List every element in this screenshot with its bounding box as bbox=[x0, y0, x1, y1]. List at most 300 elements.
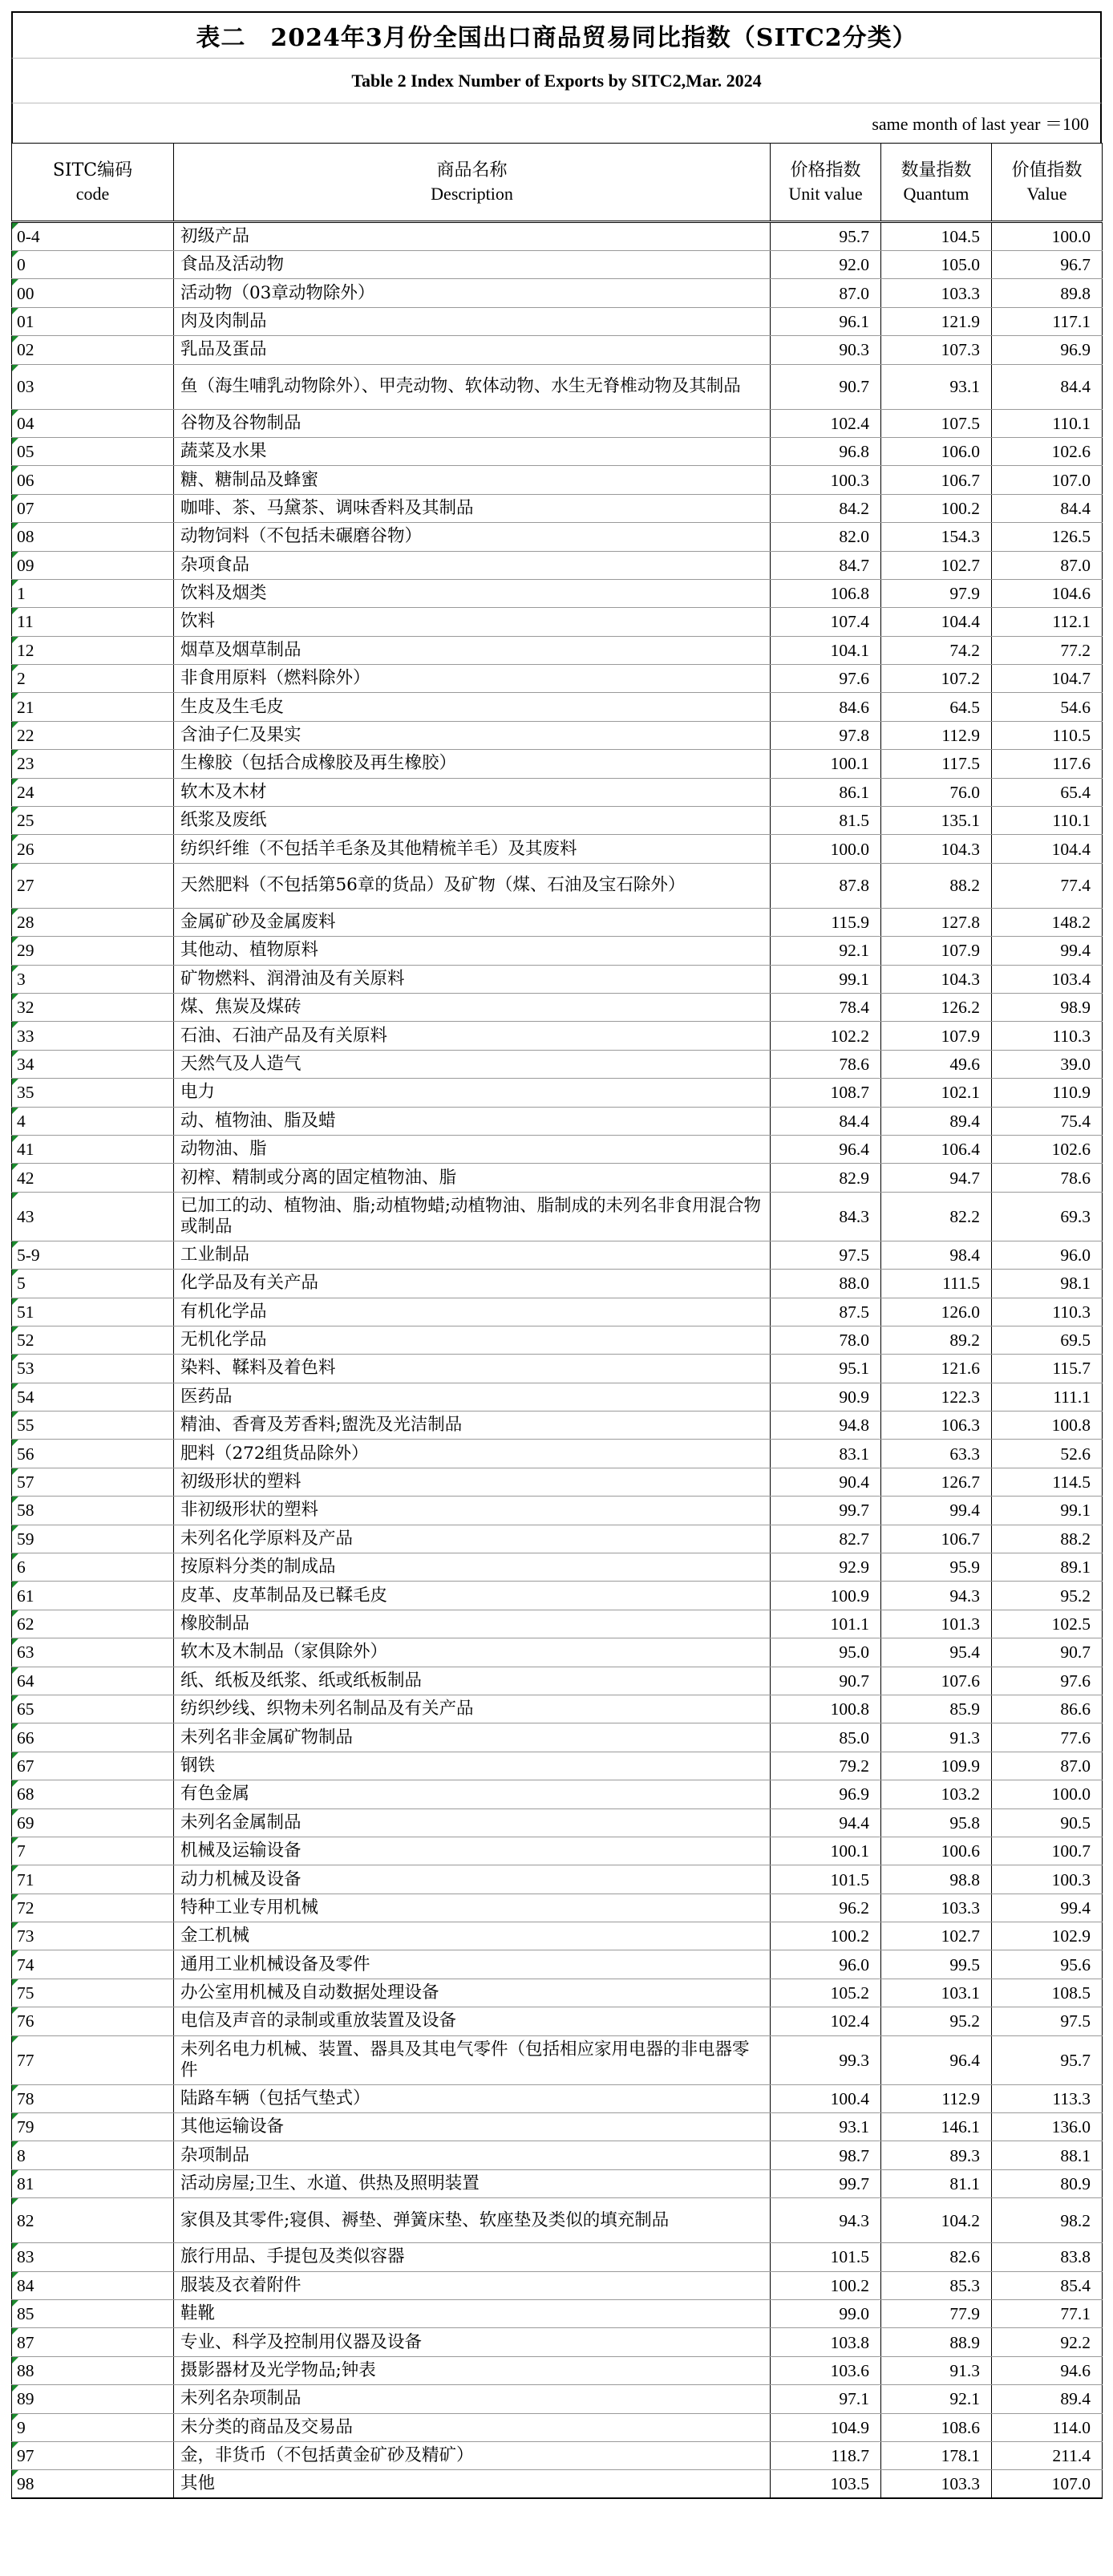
row-quantum: 106.7 bbox=[881, 1525, 992, 1553]
row-value: 54.6 bbox=[992, 693, 1103, 721]
table-row bbox=[12, 1355, 1103, 1383]
row-description: 杂项制品 bbox=[174, 2141, 771, 2169]
row-description: 特种工业专用机械 bbox=[174, 1894, 771, 1922]
table-row bbox=[12, 2141, 1103, 2169]
row-quantum: 178.1 bbox=[881, 2441, 992, 2469]
row-value: 77.2 bbox=[992, 636, 1103, 664]
row-unit-value: 95.1 bbox=[771, 1355, 881, 1383]
row-code: 72 bbox=[12, 1894, 174, 1922]
row-quantum: 126.0 bbox=[881, 1298, 992, 1326]
row-description: 其他动、植物原料 bbox=[174, 937, 771, 965]
table-row bbox=[12, 2356, 1103, 2384]
row-description: 旅行用品、手提包及类似容器 bbox=[174, 2243, 771, 2271]
row-description: 初级产品 bbox=[174, 222, 771, 251]
row-code: 24 bbox=[12, 778, 174, 806]
table-row bbox=[12, 466, 1103, 494]
row-code: 5-9 bbox=[12, 1241, 174, 1269]
row-description: 谷物及谷物制品 bbox=[174, 409, 771, 437]
row-unit-value: 78.6 bbox=[771, 1050, 881, 1078]
row-quantum: 103.1 bbox=[881, 1979, 992, 2007]
header-unit-cn: 价格指数 bbox=[790, 160, 861, 180]
row-code: 61 bbox=[12, 1582, 174, 1610]
row-quantum: 49.6 bbox=[881, 1050, 992, 1078]
row-quantum: 109.9 bbox=[881, 1752, 992, 1780]
row-description: 生皮及生毛皮 bbox=[174, 693, 771, 721]
header-val-cn: 价值指数 bbox=[1011, 160, 1083, 180]
row-description: 钢铁 bbox=[174, 1752, 771, 1780]
table-row bbox=[12, 1582, 1103, 1610]
row-unit-value: 79.2 bbox=[771, 1752, 881, 1780]
row-quantum: 97.9 bbox=[881, 579, 992, 607]
row-code: 34 bbox=[12, 1050, 174, 1078]
row-quantum: 89.3 bbox=[881, 2141, 992, 2169]
table-row bbox=[12, 1610, 1103, 1638]
row-value: 87.0 bbox=[992, 1752, 1103, 1780]
row-value: 104.4 bbox=[992, 835, 1103, 863]
table-row bbox=[12, 1638, 1103, 1667]
table-row bbox=[12, 608, 1103, 636]
header-desc-cn: 商品名称 bbox=[436, 160, 508, 180]
row-description: 肉及肉制品 bbox=[174, 307, 771, 335]
row-code: 11 bbox=[12, 608, 174, 636]
header-unit-value bbox=[771, 144, 881, 222]
row-value: 110.5 bbox=[992, 721, 1103, 749]
row-code: 03 bbox=[12, 364, 174, 409]
row-description: 煤、焦炭及煤砖 bbox=[174, 993, 771, 1021]
row-unit-value: 78.4 bbox=[771, 993, 881, 1021]
row-description: 服装及衣着附件 bbox=[174, 2271, 771, 2299]
table-row bbox=[12, 863, 1103, 908]
row-unit-value: 101.5 bbox=[771, 2243, 881, 2271]
row-value: 86.6 bbox=[992, 1695, 1103, 1723]
row-description: 生橡胶（包括合成橡胶及再生橡胶） bbox=[174, 750, 771, 778]
row-description: 化学品及有关产品 bbox=[174, 1270, 771, 1298]
row-description: 糖、糖制品及蜂蜜 bbox=[174, 466, 771, 494]
row-quantum: 102.7 bbox=[881, 1922, 992, 1950]
row-unit-value: 84.4 bbox=[771, 1107, 881, 1135]
table-row bbox=[12, 2441, 1103, 2469]
row-quantum: 91.3 bbox=[881, 1723, 992, 1752]
row-description: 未列名杂项制品 bbox=[174, 2385, 771, 2413]
table-row bbox=[12, 1241, 1103, 1269]
table-row bbox=[12, 336, 1103, 364]
row-description: 染料、鞣料及着色料 bbox=[174, 1355, 771, 1383]
row-code: 7 bbox=[12, 1837, 174, 1865]
row-unit-value: 96.2 bbox=[771, 1894, 881, 1922]
row-description: 肥料（272组货品除外） bbox=[174, 1440, 771, 1468]
row-unit-value: 99.7 bbox=[771, 2169, 881, 2197]
row-unit-value: 84.6 bbox=[771, 693, 881, 721]
row-quantum: 121.9 bbox=[881, 307, 992, 335]
row-code: 6 bbox=[12, 1553, 174, 1582]
header-quantum bbox=[881, 144, 992, 222]
row-value: 117.1 bbox=[992, 307, 1103, 335]
row-unit-value: 102.4 bbox=[771, 2007, 881, 2035]
table-row bbox=[12, 1440, 1103, 1468]
row-code: 88 bbox=[12, 2356, 174, 2384]
row-unit-value: 100.2 bbox=[771, 1922, 881, 1950]
row-quantum: 107.6 bbox=[881, 1667, 992, 1695]
row-quantum: 94.3 bbox=[881, 1582, 992, 1610]
table-row bbox=[12, 579, 1103, 607]
row-code: 04 bbox=[12, 409, 174, 437]
row-code: 27 bbox=[12, 863, 174, 908]
row-code: 87 bbox=[12, 2328, 174, 2356]
row-description: 未列名化学原料及产品 bbox=[174, 1525, 771, 1553]
row-value: 69.3 bbox=[992, 1192, 1103, 1241]
row-code: 06 bbox=[12, 466, 174, 494]
row-code: 67 bbox=[12, 1752, 174, 1780]
table-row bbox=[12, 1752, 1103, 1780]
row-unit-value: 96.8 bbox=[771, 437, 881, 465]
row-quantum: 107.5 bbox=[881, 409, 992, 437]
row-code: 82 bbox=[12, 2198, 174, 2243]
row-value: 110.1 bbox=[992, 409, 1103, 437]
row-code: 8 bbox=[12, 2141, 174, 2169]
table-row bbox=[12, 2413, 1103, 2441]
row-code: 71 bbox=[12, 1865, 174, 1894]
row-quantum: 135.1 bbox=[881, 807, 992, 835]
row-value: 69.5 bbox=[992, 1326, 1103, 1354]
row-value: 75.4 bbox=[992, 1107, 1103, 1135]
row-unit-value: 101.1 bbox=[771, 1610, 881, 1638]
row-quantum: 154.3 bbox=[881, 523, 992, 551]
row-code: 02 bbox=[12, 336, 174, 364]
row-value: 100.8 bbox=[992, 1412, 1103, 1440]
row-quantum: 85.9 bbox=[881, 1695, 992, 1723]
row-unit-value: 84.2 bbox=[771, 494, 881, 522]
row-value: 39.0 bbox=[992, 1050, 1103, 1078]
row-unit-value: 107.4 bbox=[771, 608, 881, 636]
row-code: 2 bbox=[12, 665, 174, 693]
row-code: 07 bbox=[12, 494, 174, 522]
row-unit-value: 94.8 bbox=[771, 1412, 881, 1440]
table-row bbox=[12, 2385, 1103, 2413]
row-code: 77 bbox=[12, 2035, 174, 2084]
row-quantum: 112.9 bbox=[881, 2084, 992, 2112]
row-value: 94.6 bbox=[992, 2356, 1103, 2384]
row-unit-value: 103.8 bbox=[771, 2328, 881, 2356]
row-description: 电力 bbox=[174, 1079, 771, 1107]
row-code: 51 bbox=[12, 1298, 174, 1326]
table-row bbox=[12, 1837, 1103, 1865]
row-value: 89.1 bbox=[992, 1553, 1103, 1582]
row-unit-value: 82.0 bbox=[771, 523, 881, 551]
row-value: 96.7 bbox=[992, 251, 1103, 279]
row-quantum: 93.1 bbox=[881, 364, 992, 409]
report-sheet bbox=[11, 11, 1102, 2499]
table-row bbox=[12, 1525, 1103, 1553]
row-unit-value: 100.0 bbox=[771, 835, 881, 863]
table-row bbox=[12, 222, 1103, 251]
row-description: 橡胶制品 bbox=[174, 1610, 771, 1638]
row-unit-value: 118.7 bbox=[771, 2441, 881, 2469]
row-value: 92.2 bbox=[992, 2328, 1103, 2356]
row-quantum: 88.9 bbox=[881, 2328, 992, 2356]
row-quantum: 95.8 bbox=[881, 1808, 992, 1837]
row-code: 53 bbox=[12, 1355, 174, 1383]
row-description: 金，非货币（不包括黄金矿砂及精矿） bbox=[174, 2441, 771, 2469]
row-code: 0 bbox=[12, 251, 174, 279]
row-description: 初榨、精制或分离的固定植物油、脂 bbox=[174, 1164, 771, 1192]
row-quantum: 112.9 bbox=[881, 721, 992, 749]
row-description: 活动物（03章动物除外） bbox=[174, 279, 771, 307]
row-description: 初级形状的塑料 bbox=[174, 1468, 771, 1496]
row-unit-value: 87.5 bbox=[771, 1298, 881, 1326]
row-unit-value: 95.7 bbox=[771, 222, 881, 251]
row-description: 咖啡、茶、马黛茶、调味香料及其制品 bbox=[174, 494, 771, 522]
row-code: 25 bbox=[12, 807, 174, 835]
row-unit-value: 96.0 bbox=[771, 1950, 881, 1979]
row-description: 食品及活动物 bbox=[174, 251, 771, 279]
row-code: 59 bbox=[12, 1525, 174, 1553]
row-code: 98 bbox=[12, 2470, 174, 2499]
row-quantum: 91.3 bbox=[881, 2356, 992, 2384]
table-row bbox=[12, 1780, 1103, 1808]
table-row bbox=[12, 1979, 1103, 2007]
row-unit-value: 81.5 bbox=[771, 807, 881, 835]
header-qty-cn: 数量指数 bbox=[901, 160, 972, 180]
row-value: 77.6 bbox=[992, 1723, 1103, 1752]
row-description: 动物油、脂 bbox=[174, 1135, 771, 1163]
table-row bbox=[12, 1383, 1103, 1411]
row-description: 家俱及其零件;寝俱、褥垫、弹簧床垫、软座垫及类似的填充制品 bbox=[174, 2198, 771, 2243]
table-row bbox=[12, 1468, 1103, 1496]
row-code: 08 bbox=[12, 523, 174, 551]
table-row bbox=[12, 2470, 1103, 2499]
page-subtitle: Table 2 Index Number of Exports by SITC2,Mar. 2024 bbox=[11, 58, 1102, 103]
row-quantum: 105.0 bbox=[881, 251, 992, 279]
row-description: 杂项食品 bbox=[174, 551, 771, 579]
row-value: 100.7 bbox=[992, 1837, 1103, 1865]
row-code: 63 bbox=[12, 1638, 174, 1667]
row-description: 已加工的动、植物油、脂;动植物蜡;动植物油、脂制成的未列名非食用混合物或制品 bbox=[174, 1192, 771, 1241]
header-value bbox=[992, 144, 1103, 222]
row-description: 未分类的商品及交易品 bbox=[174, 2413, 771, 2441]
row-value: 102.9 bbox=[992, 1922, 1103, 1950]
row-value: 104.6 bbox=[992, 579, 1103, 607]
row-unit-value: 99.1 bbox=[771, 965, 881, 993]
table-row bbox=[12, 1326, 1103, 1354]
row-quantum: 89.2 bbox=[881, 1326, 992, 1354]
row-code: 97 bbox=[12, 2441, 174, 2469]
table-row bbox=[12, 1412, 1103, 1440]
table-row bbox=[12, 1022, 1103, 1050]
row-unit-value: 97.6 bbox=[771, 665, 881, 693]
row-unit-value: 102.2 bbox=[771, 1022, 881, 1050]
row-unit-value: 97.1 bbox=[771, 2385, 881, 2413]
row-value: 100.0 bbox=[992, 1780, 1103, 1808]
row-quantum: 106.3 bbox=[881, 1412, 992, 1440]
row-unit-value: 104.9 bbox=[771, 2413, 881, 2441]
table-row bbox=[12, 665, 1103, 693]
row-description: 皮革、皮革制品及已鞣毛皮 bbox=[174, 1582, 771, 1610]
row-quantum: 122.3 bbox=[881, 1383, 992, 1411]
row-code: 42 bbox=[12, 1164, 174, 1192]
row-value: 102.6 bbox=[992, 1135, 1103, 1163]
row-quantum: 63.3 bbox=[881, 1440, 992, 1468]
row-description: 非食用原料（燃料除外） bbox=[174, 665, 771, 693]
row-value: 126.5 bbox=[992, 523, 1103, 551]
row-quantum: 106.7 bbox=[881, 466, 992, 494]
row-unit-value: 88.0 bbox=[771, 1270, 881, 1298]
row-value: 99.4 bbox=[992, 937, 1103, 965]
row-value: 108.5 bbox=[992, 1979, 1103, 2007]
row-quantum: 64.5 bbox=[881, 693, 992, 721]
row-description: 饮料 bbox=[174, 608, 771, 636]
row-value: 117.6 bbox=[992, 750, 1103, 778]
row-value: 110.1 bbox=[992, 807, 1103, 835]
row-unit-value: 85.0 bbox=[771, 1723, 881, 1752]
page-title: 表二 2024年3月份全国出口商品贸易同比指数（SITC2分类） bbox=[11, 11, 1102, 58]
row-unit-value: 90.7 bbox=[771, 364, 881, 409]
row-description: 软木及木材 bbox=[174, 778, 771, 806]
row-description: 未列名金属制品 bbox=[174, 1808, 771, 1837]
row-description: 动力机械及设备 bbox=[174, 1865, 771, 1894]
row-description: 未列名电力机械、装置、器具及其电气零件（包括相应家用电器的非电器零件 bbox=[174, 2035, 771, 2084]
table-row bbox=[12, 835, 1103, 863]
row-code: 01 bbox=[12, 307, 174, 335]
row-value: 103.4 bbox=[992, 965, 1103, 993]
row-quantum: 104.3 bbox=[881, 835, 992, 863]
table-row bbox=[12, 778, 1103, 806]
row-quantum: 107.9 bbox=[881, 937, 992, 965]
row-value: 89.4 bbox=[992, 2385, 1103, 2413]
row-value: 96.0 bbox=[992, 1241, 1103, 1269]
table-row bbox=[12, 1298, 1103, 1326]
row-quantum: 100.2 bbox=[881, 494, 992, 522]
row-quantum: 96.4 bbox=[881, 2035, 992, 2084]
row-code: 5 bbox=[12, 1270, 174, 1298]
row-description: 医药品 bbox=[174, 1383, 771, 1411]
row-description: 办公室用机械及自动数据处理设备 bbox=[174, 1979, 771, 2007]
row-description: 鞋靴 bbox=[174, 2300, 771, 2328]
row-unit-value: 99.0 bbox=[771, 2300, 881, 2328]
row-description: 天然气及人造气 bbox=[174, 1050, 771, 1078]
row-unit-value: 99.3 bbox=[771, 2035, 881, 2084]
table-row bbox=[12, 2007, 1103, 2035]
table-row bbox=[12, 1865, 1103, 1894]
row-description: 纸、纸板及纸浆、纸或纸板制品 bbox=[174, 1667, 771, 1695]
row-unit-value: 92.1 bbox=[771, 937, 881, 965]
row-description: 金工机械 bbox=[174, 1922, 771, 1950]
table-row bbox=[12, 2035, 1103, 2084]
row-unit-value: 86.1 bbox=[771, 778, 881, 806]
row-unit-value: 115.9 bbox=[771, 908, 881, 936]
row-code: 68 bbox=[12, 1780, 174, 1808]
index-table bbox=[11, 143, 1103, 2499]
row-code: 78 bbox=[12, 2084, 174, 2112]
row-quantum: 107.2 bbox=[881, 665, 992, 693]
row-quantum: 95.2 bbox=[881, 2007, 992, 2035]
table-row bbox=[12, 908, 1103, 936]
row-value: 96.9 bbox=[992, 336, 1103, 364]
table-row bbox=[12, 1894, 1103, 1922]
table-row bbox=[12, 1164, 1103, 1192]
table-row bbox=[12, 965, 1103, 993]
row-quantum: 94.7 bbox=[881, 1164, 992, 1192]
header-val-en: Value bbox=[1026, 184, 1067, 204]
row-unit-value: 92.9 bbox=[771, 1553, 881, 1582]
table-row bbox=[12, 279, 1103, 307]
row-quantum: 111.5 bbox=[881, 1270, 992, 1298]
row-unit-value: 102.4 bbox=[771, 409, 881, 437]
row-code: 0-4 bbox=[12, 222, 174, 251]
row-value: 84.4 bbox=[992, 364, 1103, 409]
row-description: 其他 bbox=[174, 2470, 771, 2499]
row-unit-value: 105.2 bbox=[771, 1979, 881, 2007]
row-code: 85 bbox=[12, 2300, 174, 2328]
row-description: 有机化学品 bbox=[174, 1298, 771, 1326]
table-row bbox=[12, 636, 1103, 664]
table-row bbox=[12, 523, 1103, 551]
row-unit-value: 94.4 bbox=[771, 1808, 881, 1837]
table-row bbox=[12, 2243, 1103, 2271]
row-value: 88.2 bbox=[992, 1525, 1103, 1553]
row-quantum: 103.3 bbox=[881, 2470, 992, 2499]
row-code: 66 bbox=[12, 1723, 174, 1752]
row-description: 无机化学品 bbox=[174, 1326, 771, 1354]
row-unit-value: 78.0 bbox=[771, 1326, 881, 1354]
row-code: 83 bbox=[12, 2243, 174, 2271]
table-row bbox=[12, 409, 1103, 437]
row-value: 100.3 bbox=[992, 1865, 1103, 1894]
row-value: 107.0 bbox=[992, 466, 1103, 494]
table-row bbox=[12, 364, 1103, 409]
table-row bbox=[12, 1270, 1103, 1298]
row-description: 石油、石油产品及有关原料 bbox=[174, 1022, 771, 1050]
row-unit-value: 92.0 bbox=[771, 251, 881, 279]
row-code: 55 bbox=[12, 1412, 174, 1440]
row-unit-value: 90.7 bbox=[771, 1667, 881, 1695]
row-code: 58 bbox=[12, 1497, 174, 1525]
row-code: 12 bbox=[12, 636, 174, 664]
row-value: 114.5 bbox=[992, 1468, 1103, 1496]
row-code: 76 bbox=[12, 2007, 174, 2035]
row-quantum: 104.3 bbox=[881, 965, 992, 993]
row-description: 饮料及烟类 bbox=[174, 579, 771, 607]
row-value: 107.0 bbox=[992, 2470, 1103, 2499]
table-row bbox=[12, 1922, 1103, 1950]
row-code: 81 bbox=[12, 2169, 174, 2197]
table-row bbox=[12, 2084, 1103, 2112]
row-value: 102.6 bbox=[992, 437, 1103, 465]
row-quantum: 98.8 bbox=[881, 1865, 992, 1894]
row-value: 110.3 bbox=[992, 1022, 1103, 1050]
row-description: 纺织纤维（不包括羊毛条及其他精梳羊毛）及其废料 bbox=[174, 835, 771, 863]
table-row bbox=[12, 1050, 1103, 1078]
row-description: 陆路车辆（包括气垫式） bbox=[174, 2084, 771, 2112]
row-value: 95.6 bbox=[992, 1950, 1103, 1979]
row-value: 90.7 bbox=[992, 1638, 1103, 1667]
row-unit-value: 103.6 bbox=[771, 2356, 881, 2384]
header-code-en: code bbox=[75, 184, 110, 204]
row-value: 87.0 bbox=[992, 551, 1103, 579]
row-quantum: 95.9 bbox=[881, 1553, 992, 1582]
row-value: 52.6 bbox=[992, 1440, 1103, 1468]
row-description: 精油、香膏及芳香料;盥洗及光洁制品 bbox=[174, 1412, 771, 1440]
row-description: 动物饲料（不包括未碾磨谷物） bbox=[174, 523, 771, 551]
header-description bbox=[174, 144, 771, 222]
row-code: 29 bbox=[12, 937, 174, 965]
row-code: 09 bbox=[12, 551, 174, 579]
row-quantum: 104.2 bbox=[881, 2198, 992, 2243]
row-value: 110.3 bbox=[992, 1298, 1103, 1326]
table-row bbox=[12, 1950, 1103, 1979]
row-code: 54 bbox=[12, 1383, 174, 1411]
table-row bbox=[12, 2328, 1103, 2356]
row-unit-value: 103.5 bbox=[771, 2470, 881, 2499]
